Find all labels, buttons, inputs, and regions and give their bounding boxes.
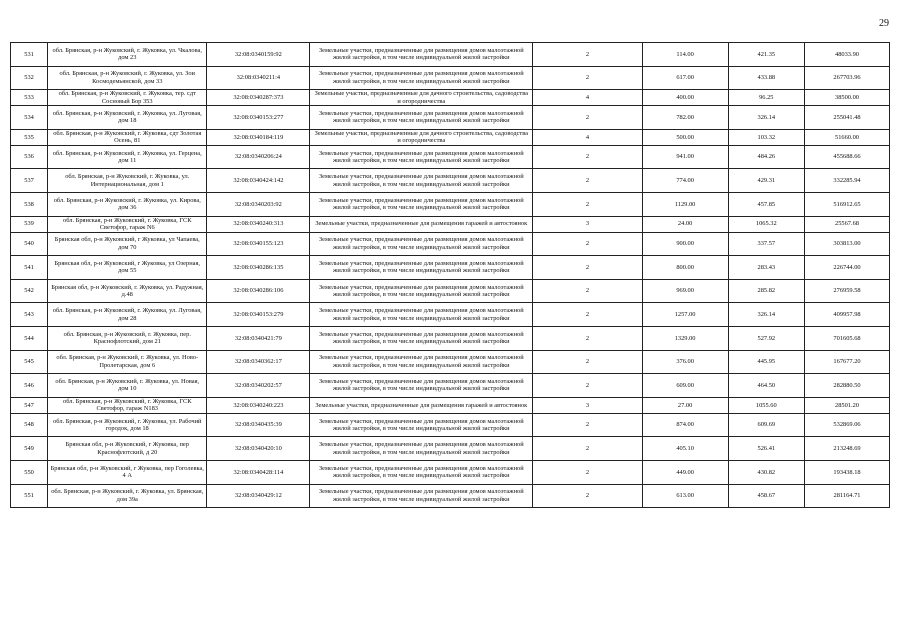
cadastral-number-cell: 32:08:0340240:223 — [207, 397, 310, 413]
table-row — [11, 43, 890, 67]
cadastral-number-cell: 32:08:0340159:92 — [207, 43, 310, 67]
row-number: 531 — [11, 43, 48, 67]
specific-value-cell: 337.57 — [728, 232, 804, 256]
cadastral-number-cell: 32:08:0340424:142 — [207, 169, 310, 193]
cadastral-value-cell: 193438.18 — [805, 460, 890, 484]
area-cell: 617.00 — [642, 66, 728, 90]
row-number: 539 — [11, 216, 48, 232]
specific-value-cell: 464.50 — [728, 374, 804, 398]
cadastral-value-cell: 28501.20 — [805, 397, 890, 413]
specific-value-cell: 1065.32 — [728, 216, 804, 232]
address-cell: обл. Брянская, р-н Жуковский, г. Жуковка, тер. сдт Сосновый Бор 353 — [48, 90, 207, 106]
area-cell: 376.00 — [642, 350, 728, 374]
address-cell: обл. Брянская, р-н Жуковский, г. Жуковка, ул. Чкалова, дом 23 — [48, 43, 207, 67]
row-number: 541 — [11, 256, 48, 280]
page-number: 29 — [879, 18, 889, 29]
use-group-cell: 2 — [533, 192, 642, 216]
table-row — [11, 413, 890, 437]
cadastral-value-cell: 25567.68 — [805, 216, 890, 232]
permitted-use-cell: Земельные участки, предназначенные для размещения домов малоэтажной жилой застройки, в том числе индивидуальной жилой застройки — [310, 192, 533, 216]
use-group-cell: 2 — [533, 303, 642, 327]
row-number: 535 — [11, 129, 48, 145]
area-cell: 874.00 — [642, 413, 728, 437]
area-cell: 114.00 — [642, 43, 728, 67]
row-number: 533 — [11, 90, 48, 106]
use-group-cell: 2 — [533, 374, 642, 398]
area-cell: 405.10 — [642, 437, 728, 461]
table-row — [11, 484, 890, 508]
permitted-use-cell: Земельные участки, предназначенные для размещения домов малоэтажной жилой застройки, в том числе индивидуальной жилой застройки — [310, 484, 533, 508]
specific-value-cell: 103.32 — [728, 129, 804, 145]
cadastral-number-cell: 32:08:0340420:10 — [207, 437, 310, 461]
cadastral-number-cell: 32:08:0340421:79 — [207, 326, 310, 350]
cadastral-value-cell: 213248.69 — [805, 437, 890, 461]
area-cell: 613.00 — [642, 484, 728, 508]
row-number: 537 — [11, 169, 48, 193]
cadastral-number-cell: 32:08:0340203:92 — [207, 192, 310, 216]
use-group-cell: 2 — [533, 460, 642, 484]
permitted-use-cell: Земельные участки, предназначенные для размещения домов малоэтажной жилой застройки, в том числе индивидуальной жилой застройки — [310, 460, 533, 484]
address-cell: Брянская обл, р-н Жуковский, г Жуковка, ул Озерная, дом 55 — [48, 256, 207, 280]
row-number: 551 — [11, 484, 48, 508]
cadastral-value-cell: 455688.66 — [805, 145, 890, 169]
area-cell: 400.00 — [642, 90, 728, 106]
row-number: 550 — [11, 460, 48, 484]
permitted-use-cell: Земельные участки, предназначенные для размещения домов малоэтажной жилой застройки, в том числе индивидуальной жилой застройки — [310, 326, 533, 350]
area-cell: 27.00 — [642, 397, 728, 413]
permitted-use-cell: Земельные участки, предназначенные для размещения домов малоэтажной жилой застройки, в том числе индивидуальной жилой застройки — [310, 374, 533, 398]
cadastral-number-cell: 32:08:0340287:373 — [207, 90, 310, 106]
area-cell: 1257.00 — [642, 303, 728, 327]
area-cell: 609.00 — [642, 374, 728, 398]
permitted-use-cell: Земельные участки, предназначенные для размещения домов малоэтажной жилой застройки, в том числе индивидуальной жилой застройки — [310, 169, 533, 193]
land-plots-table — [10, 42, 890, 508]
cadastral-value-cell: 332285.94 — [805, 169, 890, 193]
cadastral-number-cell: 32:08:0340286:135 — [207, 256, 310, 280]
specific-value-cell: 96.25 — [728, 90, 804, 106]
use-group-cell: 2 — [533, 256, 642, 280]
specific-value-cell: 421.35 — [728, 43, 804, 67]
table-row — [11, 90, 890, 106]
permitted-use-cell: Земельные участки, предназначенные для размещения домов малоэтажной жилой застройки, в том числе индивидуальной жилой застройки — [310, 303, 533, 327]
permitted-use-cell: Земельные участки, предназначенные для размещения гаражей и автостоянок — [310, 397, 533, 413]
table-row — [11, 374, 890, 398]
permitted-use-cell: Земельные участки, предназначенные для размещения домов малоэтажной жилой застройки, в том числе индивидуальной жилой застройки — [310, 413, 533, 437]
use-group-cell: 2 — [533, 43, 642, 67]
row-number: 548 — [11, 413, 48, 437]
permitted-use-cell: Земельные участки, предназначенные для размещения домов малоэтажной жилой застройки, в том числе индивидуальной жилой застройки — [310, 256, 533, 280]
cadastral-number-cell: 32:08:0340153:277 — [207, 106, 310, 130]
row-number: 549 — [11, 437, 48, 461]
permitted-use-cell: Земельные участки, предназначенные для размещения домов малоэтажной жилой застройки, в том числе индивидуальной жилой застройки — [310, 279, 533, 303]
cadastral-value-cell: 516912.65 — [805, 192, 890, 216]
cadastral-value-cell: 255041.48 — [805, 106, 890, 130]
address-cell: Брянская обл, р-н Жуковский, г Жуковка, пер Краснофлотский, д 20 — [48, 437, 207, 461]
address-cell: обл. Брянская, р-н Жуковский, г. Жуковка, ул. Интернациональная, дом 1 — [48, 169, 207, 193]
address-cell: обл. Брянская, р-н Жуковский, г. Жуковка, сдт Золотая Осень, 81 — [48, 129, 207, 145]
area-cell: 900.00 — [642, 232, 728, 256]
specific-value-cell: 430.82 — [728, 460, 804, 484]
cadastral-value-cell: 701605.68 — [805, 326, 890, 350]
cadastral-number-cell: 32:08:0340184:119 — [207, 129, 310, 145]
table-row — [11, 350, 890, 374]
use-group-cell: 2 — [533, 145, 642, 169]
row-number: 547 — [11, 397, 48, 413]
specific-value-cell: 285.82 — [728, 279, 804, 303]
specific-value-cell: 484.26 — [728, 145, 804, 169]
table-row — [11, 256, 890, 280]
address-cell: Брянская обл, р-н Жуковский, г Жуковка, ул Чапаева, дом 70 — [48, 232, 207, 256]
cadastral-value-cell: 38500.00 — [805, 90, 890, 106]
use-group-cell: 3 — [533, 397, 642, 413]
table-row — [11, 303, 890, 327]
row-number: 540 — [11, 232, 48, 256]
use-group-cell: 2 — [533, 232, 642, 256]
cadastral-value-cell: 282880.50 — [805, 374, 890, 398]
row-number: 532 — [11, 66, 48, 90]
specific-value-cell: 433.88 — [728, 66, 804, 90]
area-cell: 800.00 — [642, 256, 728, 280]
permitted-use-cell: Земельные участки, предназначенные для размещения домов малоэтажной жилой застройки, в том числе индивидуальной жилой застройки — [310, 145, 533, 169]
cadastral-value-cell: 51660.00 — [805, 129, 890, 145]
cadastral-number-cell: 32:08:0340211:4 — [207, 66, 310, 90]
use-group-cell: 2 — [533, 437, 642, 461]
area-cell: 1329.00 — [642, 326, 728, 350]
cadastral-number-cell: 32:08:0340240:313 — [207, 216, 310, 232]
table-body — [11, 43, 890, 508]
address-cell: обл. Брянская, р-н Жуковский, г. Жуковка, ул. Ново-Пролетарская, дом 6 — [48, 350, 207, 374]
cadastral-value-cell: 267703.96 — [805, 66, 890, 90]
table-row — [11, 145, 890, 169]
address-cell: обл. Брянская, р-н Жуковский, г. Жуковка, ул. Брянская, дом 39а — [48, 484, 207, 508]
specific-value-cell: 526.41 — [728, 437, 804, 461]
use-group-cell: 2 — [533, 106, 642, 130]
specific-value-cell: 283.43 — [728, 256, 804, 280]
address-cell: обл. Брянская, р-н Жуковский, г. Жуковка, ул. Луговая, дом 28 — [48, 303, 207, 327]
address-cell: Брянская обл, р-н Жуковский, г. Жуковка, ул. Радужная, д.48 — [48, 279, 207, 303]
cadastral-value-cell: 409957.98 — [805, 303, 890, 327]
row-number: 534 — [11, 106, 48, 130]
use-group-cell: 2 — [533, 350, 642, 374]
address-cell: обл. Брянская, р-н Жуковский, г. Жуковка, ул. Новая, дом 10 — [48, 374, 207, 398]
cadastral-value-cell: 48033.90 — [805, 43, 890, 67]
area-cell: 24.00 — [642, 216, 728, 232]
area-cell: 1129.00 — [642, 192, 728, 216]
cadastral-number-cell: 32:08:0340153:279 — [207, 303, 310, 327]
address-cell: обл. Брянская, р-н Жуковский, г. Жуковка, ГСК Светофор, гараж N6 — [48, 216, 207, 232]
cadastral-number-cell: 32:08:0340202:57 — [207, 374, 310, 398]
cadastral-number-cell: 32:08:0340206:24 — [207, 145, 310, 169]
use-group-cell: 4 — [533, 129, 642, 145]
cadastral-value-cell: 276959.58 — [805, 279, 890, 303]
specific-value-cell: 1055.60 — [728, 397, 804, 413]
address-cell: Брянская обл, р-н Жуковский, г Жуковка, пер Гоголевка, 4 А — [48, 460, 207, 484]
row-number: 538 — [11, 192, 48, 216]
permitted-use-cell: Земельные участки, предназначенные для размещения гаражей и автостоянок — [310, 216, 533, 232]
row-number: 542 — [11, 279, 48, 303]
area-cell: 941.00 — [642, 145, 728, 169]
use-group-cell: 2 — [533, 484, 642, 508]
address-cell: обл. Брянская, р-н Жуковский, г. Жуковка, ул. Луговая, дом 18 — [48, 106, 207, 130]
permitted-use-cell: Земельные участки, предназначенные для размещения домов малоэтажной жилой застройки, в том числе индивидуальной жилой застройки — [310, 350, 533, 374]
use-group-cell: 2 — [533, 413, 642, 437]
table-row — [11, 437, 890, 461]
row-number: 544 — [11, 326, 48, 350]
row-number: 545 — [11, 350, 48, 374]
row-number: 536 — [11, 145, 48, 169]
permitted-use-cell: Земельные участки, предназначенные для дачного строительства, садоводства и огородничества — [310, 129, 533, 145]
table-row — [11, 279, 890, 303]
table-row — [11, 397, 890, 413]
table-row — [11, 129, 890, 145]
address-cell: обл. Брянская, р-н Жуковский, г. Жуковка, пер. Краснофлотский, дом 21 — [48, 326, 207, 350]
row-number: 546 — [11, 374, 48, 398]
specific-value-cell: 457.85 — [728, 192, 804, 216]
table-row — [11, 106, 890, 130]
permitted-use-cell: Земельные участки, предназначенные для размещения домов малоэтажной жилой застройки, в том числе индивидуальной жилой застройки — [310, 106, 533, 130]
cadastral-number-cell: 32:08:0340428:114 — [207, 460, 310, 484]
use-group-cell: 2 — [533, 279, 642, 303]
table-row — [11, 216, 890, 232]
specific-value-cell: 326.14 — [728, 303, 804, 327]
use-group-cell: 4 — [533, 90, 642, 106]
table-row — [11, 192, 890, 216]
permitted-use-cell: Земельные участки, предназначенные для размещения домов малоэтажной жилой застройки, в том числе индивидуальной жилой застройки — [310, 66, 533, 90]
cadastral-value-cell: 532869.06 — [805, 413, 890, 437]
use-group-cell: 3 — [533, 216, 642, 232]
cadastral-number-cell: 32:08:0340362:17 — [207, 350, 310, 374]
specific-value-cell: 609.69 — [728, 413, 804, 437]
cadastral-value-cell: 167677.20 — [805, 350, 890, 374]
cadastral-value-cell: 226744.00 — [805, 256, 890, 280]
address-cell: обл. Брянская, р-н Жуковский, г. Жуковка, ул. Рабочий городок, дом 18 — [48, 413, 207, 437]
area-cell: 782.00 — [642, 106, 728, 130]
area-cell: 969.00 — [642, 279, 728, 303]
specific-value-cell: 527.92 — [728, 326, 804, 350]
area-cell: 500.00 — [642, 129, 728, 145]
specific-value-cell: 458.67 — [728, 484, 804, 508]
address-cell: обл. Брянская, р-н Жуковский, г. Жуковка, ул. Герцена, дом 11 — [48, 145, 207, 169]
use-group-cell: 2 — [533, 169, 642, 193]
cadastral-number-cell: 32:08:0340435:39 — [207, 413, 310, 437]
row-number: 543 — [11, 303, 48, 327]
use-group-cell: 2 — [533, 66, 642, 90]
use-group-cell: 2 — [533, 326, 642, 350]
area-cell: 774.00 — [642, 169, 728, 193]
cadastral-value-cell: 281164.71 — [805, 484, 890, 508]
table-row — [11, 232, 890, 256]
address-cell: обл. Брянская, р-н Жуковский, г. Жуковка, ГСК Светофор, гараж N183 — [48, 397, 207, 413]
specific-value-cell: 326.14 — [728, 106, 804, 130]
area-cell: 449.00 — [642, 460, 728, 484]
cadastral-number-cell: 32:08:0340429:12 — [207, 484, 310, 508]
address-cell: обл. Брянская, р-н Жуковский, г. Жуковка, ул. Зои Космодемьянской, дом 33 — [48, 66, 207, 90]
specific-value-cell: 445.95 — [728, 350, 804, 374]
cadastral-number-cell: 32:08:0340286:106 — [207, 279, 310, 303]
table-row — [11, 326, 890, 350]
cadastral-value-cell: 303813.00 — [805, 232, 890, 256]
permitted-use-cell: Земельные участки, предназначенные для размещения домов малоэтажной жилой застройки, в том числе индивидуальной жилой застройки — [310, 43, 533, 67]
table-row — [11, 169, 890, 193]
specific-value-cell: 429.31 — [728, 169, 804, 193]
table-row — [11, 460, 890, 484]
table-row — [11, 66, 890, 90]
address-cell: обл. Брянская, р-н Жуковский, г. Жуковка, ул. Кирова, дом 36 — [48, 192, 207, 216]
cadastral-number-cell: 32:08:0340155:123 — [207, 232, 310, 256]
permitted-use-cell: Земельные участки, предназначенные для размещения домов малоэтажной жилой застройки, в том числе индивидуальной жилой застройки — [310, 437, 533, 461]
permitted-use-cell: Земельные участки, предназначенные для дачного строительства, садоводства и огородничества — [310, 90, 533, 106]
permitted-use-cell: Земельные участки, предназначенные для размещения домов малоэтажной жилой застройки, в том числе индивидуальной жилой застройки — [310, 232, 533, 256]
